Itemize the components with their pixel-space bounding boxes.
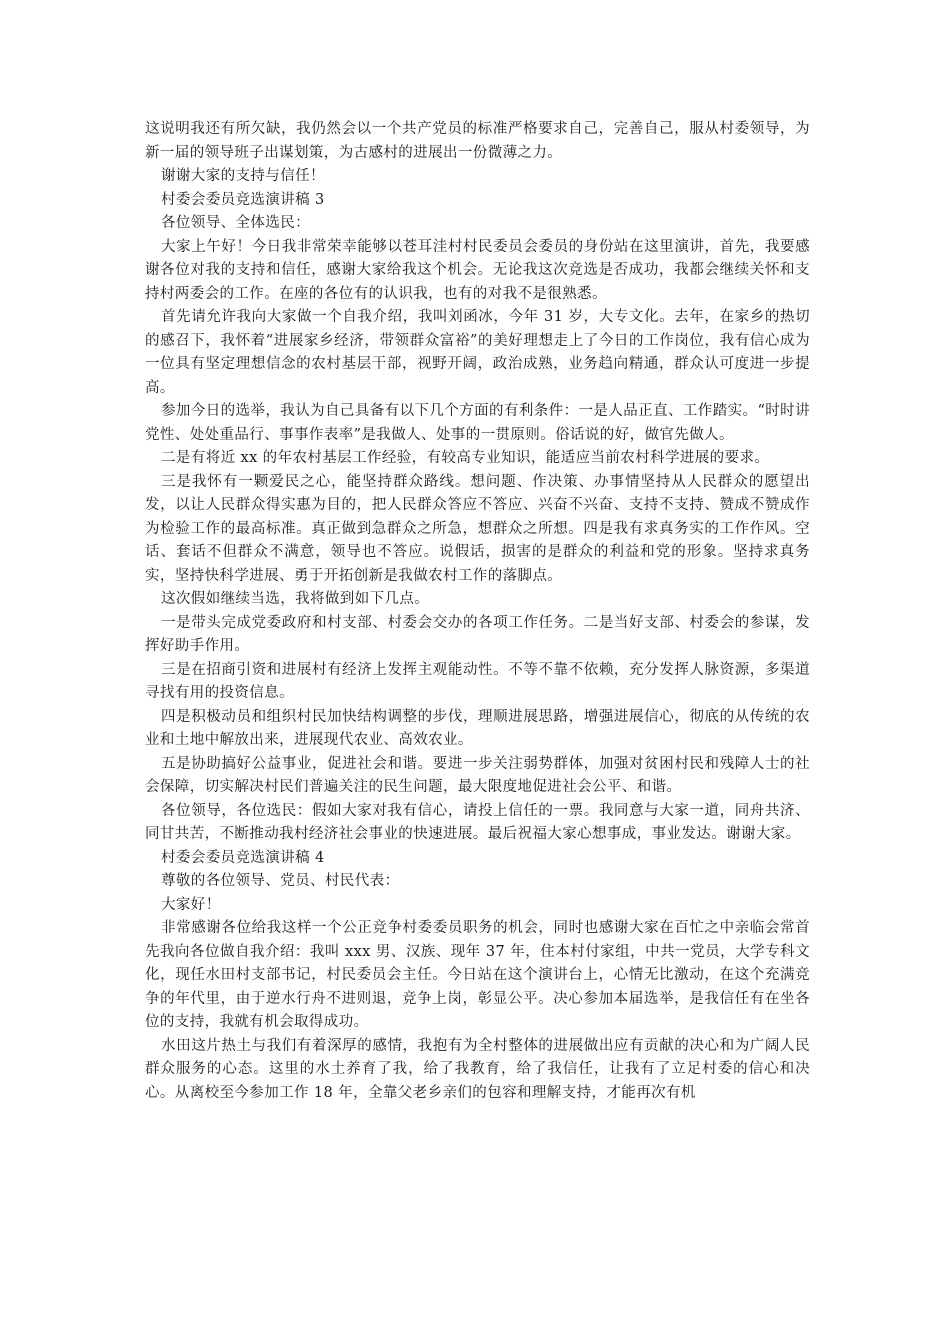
paragraph-7: 参加今日的选举，我认为自己具备有以下几个方面的有利条件：一是人品正直、工作踏实。“时时讲党性、处处重品行、事事作表率”是我做人、处事的一贯原则。俗话说的好，做官先做人。: [145, 403, 810, 443]
paragraph-12: 三是在招商引资和进展村有经济上发挥主观能动性。不等不靠不依赖，充分发挥人脉资源，多渠道寻找有用的投资信息。: [145, 661, 810, 701]
paragraph-19: 非常感谢各位给我这样一个公正竞争村委委员职务的机会，同时也感谢大家在百忙之中亲临会常首先我向各位做自我介绍：我叫 xxx 男、汉族、现年 37 年，住本村付家组，中共一党员，大学专科文化，现任水田村支部书记，村民委员会主任。今日站在这个演讲台上，心情无比激动，在这个充满竞争的年代里，由于逆水行舟不进则退，竞争上岗，彰显公平。决心参加本届选举，是我信任有在坐各位的支持，我就有机会取得成功。: [145, 920, 810, 1030]
paragraph-15: 各位领导，各位选民：假如大家对我有信心，请投上信任的一票。我同意与大家一道，同舟共济、同甘共苦，不断推动我村经济社会事业的快速进展。最后祝福大家心想事成，事业发达。谢谢大家。: [145, 802, 810, 842]
paragraph-1: 这说明我还有所欠缺，我仍然会以一个共产党员的标准严格要求自己，完善自己，服从村委领导，为新一届的领导班子出谋划策，为古感村的进展出一份微薄之力。: [145, 121, 810, 161]
paragraph-14: 五是协助搞好公益事业，促进社会和谐。要进一步关注弱势群体，加强对贫困村民和残障人士的社会保障，切实解决村民们普遍关注的民生问题，最大限度地促进社会公平、和谐。: [145, 755, 810, 795]
paragraph-18: 大家好！: [161, 896, 221, 913]
paragraph-17: 尊敬的各位领导、党员、村民代表：: [161, 873, 400, 889]
paragraph-2: 谢谢大家的支持与信任！: [161, 168, 325, 184]
paragraph-4: 各位领导、全体选民：: [161, 215, 310, 231]
paragraph-10: 这次假如继续当选，我将做到如下几点。: [161, 591, 430, 607]
paragraph-6: 首先请允许我向大家做一个自我介绍，我叫刘函冰，今年 31 岁，大专文化。去年，在家乡的热切的感召下，我怀着“进展家乡经济，带领群众富裕”的美好理想走上了今日的工作岗位，我有信心成为一位具有坚定理想信念的农村基层干部，视野开阔，政治成熟，业务趋向精通，群众认可度进一步提高。: [145, 309, 810, 396]
paragraph-9: 三是我怀有一颗爱民之心，能坚持群众路线。想问题、作决策、办事情坚持从人民群众的愿望出发，以让人民群众得实惠为目的，把人民群众答应不答应、兴奋不兴奋、支持不支持、赞成不赞成作为检验工作的最高标准。真正做到急群众之所急，想群众之所想。四是我有求真务实的工作作风。空话、套话不但群众不满意，领导也不答应。说假话，损害的是群众的利益和党的形象。坚持求真务实，坚持快科学进展、勇于开拓创新是我做农村工作的落脚点。: [145, 473, 810, 584]
paragraph-11: 一是带头完成党委政府和村支部、村委会交办的各项工作任务。二是当好支部、村委会的参谋，发挥好助手作用。: [145, 614, 810, 654]
section-heading-4: 村委会委员竞选演讲稿 4: [161, 849, 325, 866]
paragraph-13: 四是积极动员和组织村民加快结构调整的步伐，理顺进展思路，增强进展信心，彻底的从传统的农业和土地中解放出来，进展现代农业、高效农业。: [145, 708, 810, 748]
document-page: [145, 118, 810, 1105]
section-heading-3: 村委会委员竞选演讲稿 3: [161, 191, 325, 208]
paragraph-8: 二是有将近 xx 的年农村基层工作经验，有较高专业知识，能适应当前农村科学进展的要求。: [161, 450, 770, 466]
paragraph-20: 水田这片热土与我们有着深厚的感情，我抱有为全村整体的进展做出应有贡献的决心和为广阔人民群众服务的心态。这里的水土养育了我，给了我教育，给了我信任，让我有了立足村委的信心和决心。从离校至今参加工作 18 年，全靠父老乡亲们的包容和理解支持，才能再次有机: [145, 1037, 810, 1101]
paragraph-5: 大家上午好！今日我非常荣幸能够以苍耳洼村村民委员会委员的身份站在这里演讲，首先，我要感谢各位对我的支持和信任，感谢大家给我这个机会。无论我这次竞选是否成功，我都会继续关怀和支持村两委会的工作。在座的各位有的认识我，也有的对我不是很熟悉。: [145, 238, 810, 302]
